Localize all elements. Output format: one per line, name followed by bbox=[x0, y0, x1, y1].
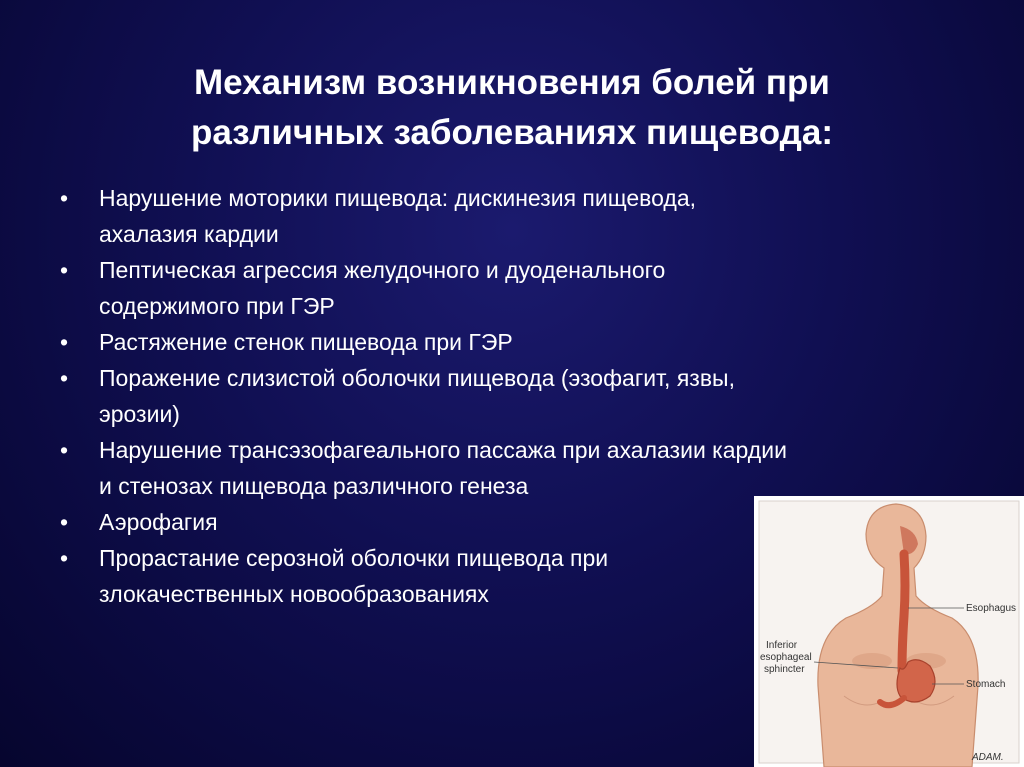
bullet-text: Растяжение стенок пищевода при ГЭР bbox=[99, 329, 513, 355]
bullet-item bbox=[60, 252, 960, 324]
bullet-dot: • bbox=[60, 545, 69, 571]
bullet-item bbox=[60, 324, 960, 360]
bullet-text: эрозии) bbox=[99, 401, 180, 427]
label-stomach: Stomach bbox=[966, 679, 1006, 690]
label-esophagus: Esophagus bbox=[966, 603, 1017, 614]
slide-title bbox=[0, 58, 1024, 158]
bullet-dot: • bbox=[60, 185, 69, 211]
anatomy-illustration bbox=[754, 496, 1024, 767]
bullet-text: ахалазия кардии bbox=[99, 221, 279, 247]
bullet-dot: • bbox=[60, 365, 69, 391]
bullet-item bbox=[60, 432, 960, 504]
bullet-dot: • bbox=[60, 437, 69, 463]
bullet-item bbox=[60, 180, 960, 252]
bullet-dot: • bbox=[60, 329, 69, 355]
bullet-item bbox=[60, 360, 960, 432]
bullet-dot: • bbox=[60, 509, 69, 535]
bullet-text: Поражение слизистой оболочки пищевода (эзофагит, язвы, bbox=[99, 365, 735, 391]
bullet-text: Пептическая агрессия желудочного и дуоденального bbox=[99, 257, 666, 283]
esophagus-shape bbox=[902, 554, 905, 671]
bullet-text: Нарушение трансэзофагеального пассажа при ахалазии кардии bbox=[99, 437, 787, 463]
label-sphincter-2: esophageal bbox=[760, 652, 812, 663]
adam-logo: ADAM. bbox=[972, 752, 1004, 763]
esophagus-diagram bbox=[754, 496, 1024, 767]
bullet-dot: • bbox=[60, 257, 69, 283]
bullet-text: Аэрофагия bbox=[99, 509, 218, 535]
label-sphincter-3: sphincter bbox=[764, 664, 805, 675]
bullet-text: и стенозах пищевода различного генеза bbox=[99, 473, 529, 499]
bullet-text: Прорастание серозной оболочки пищевода при bbox=[99, 545, 609, 571]
bullet-text: содержимого при ГЭР bbox=[99, 293, 335, 319]
bullet-text: Нарушение моторики пищевода: дискинезия пищевода, bbox=[99, 185, 697, 211]
bullet-text: злокачественных новообразованиях bbox=[99, 581, 489, 607]
slide-title-line-2: различных заболеваниях пищевода: bbox=[190, 113, 833, 152]
slide-title-line-1: Механизм возникновения болей при bbox=[194, 63, 830, 102]
label-sphincter-1: Inferior bbox=[766, 640, 798, 651]
